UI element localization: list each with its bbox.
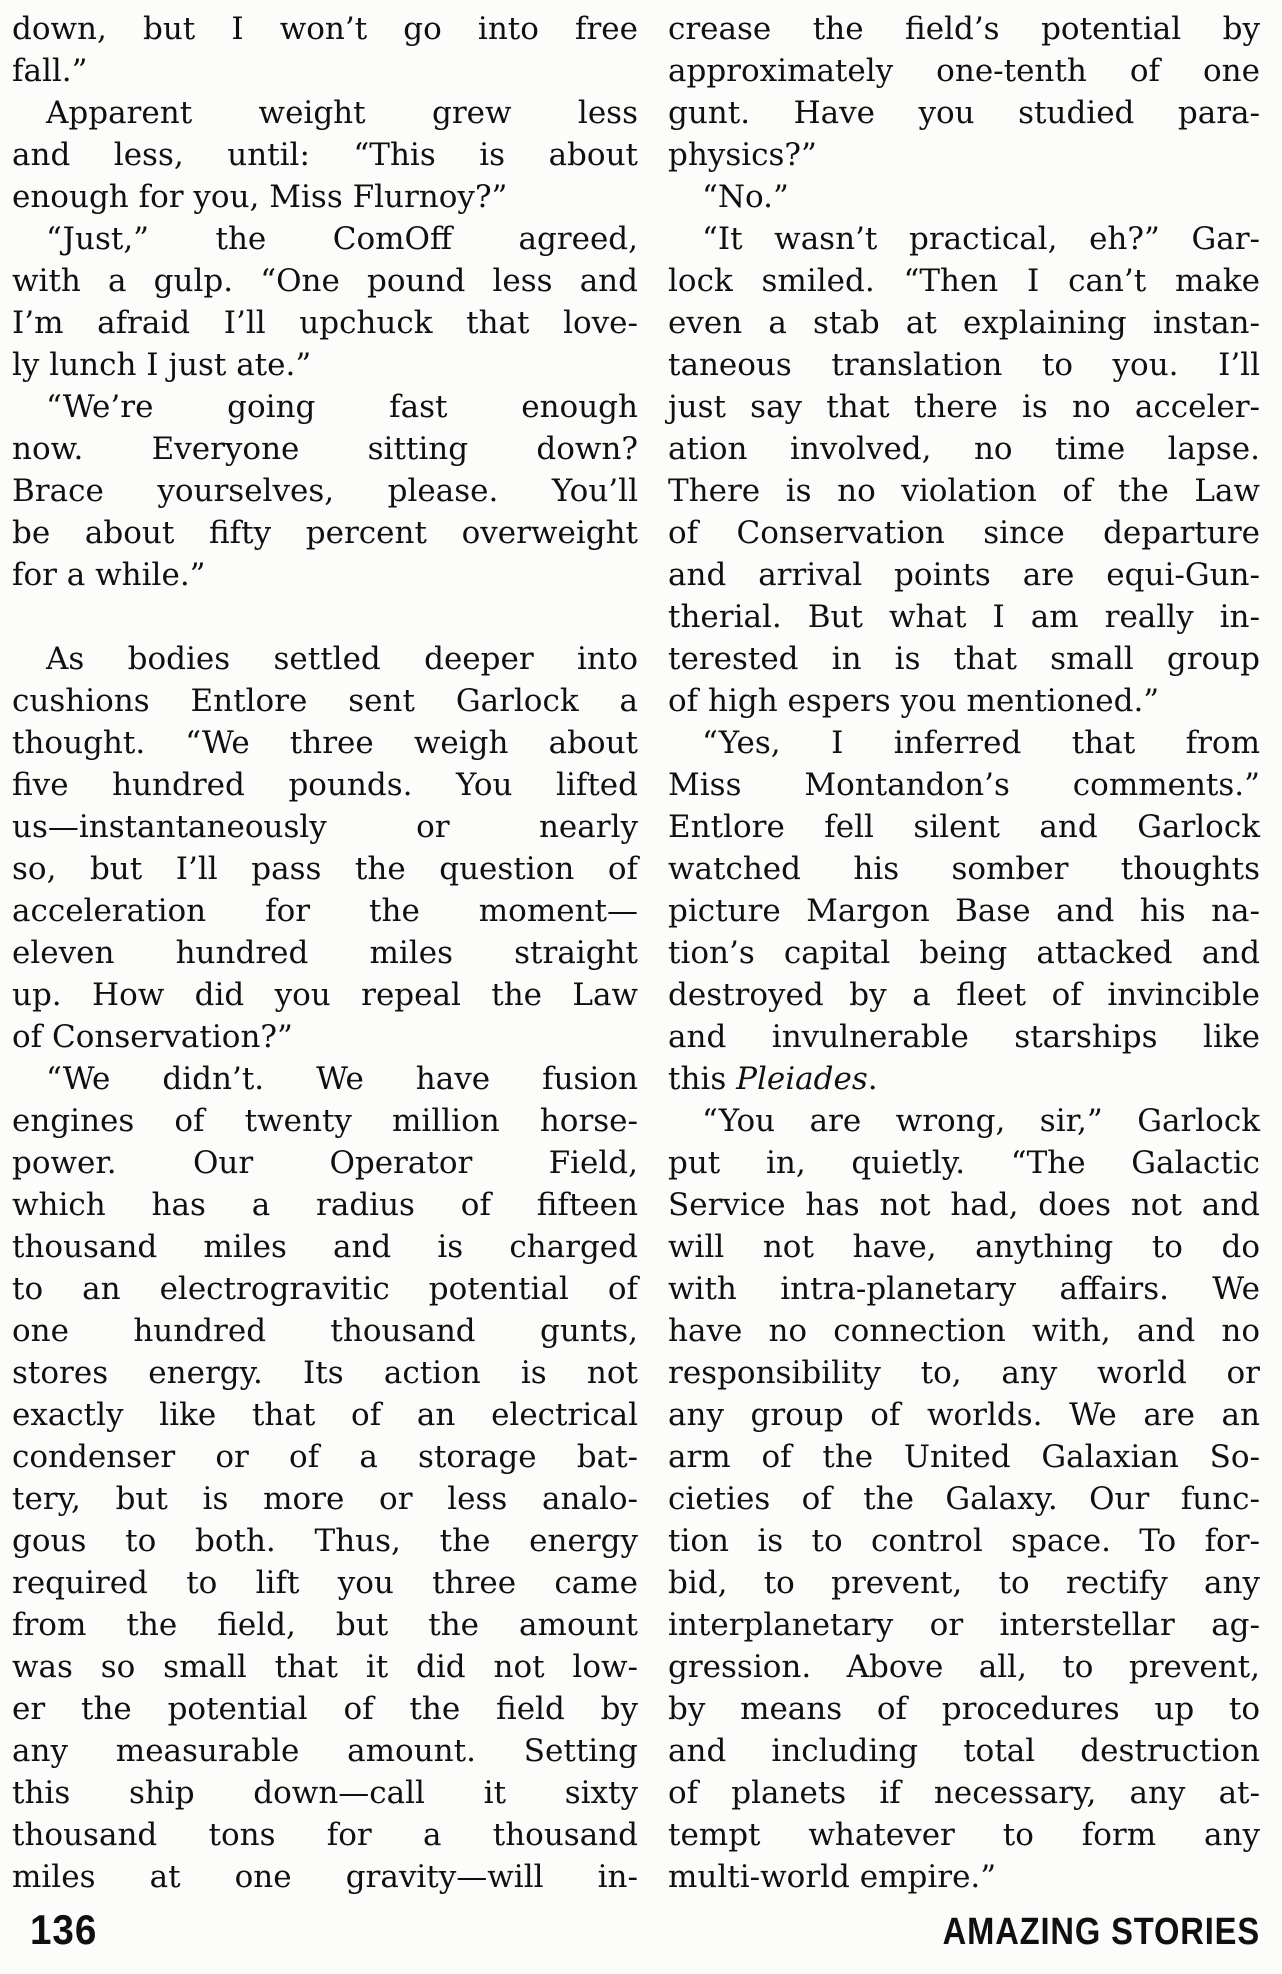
blank-line (12, 596, 638, 638)
text-segment: this (668, 1061, 737, 1097)
text-line: tempt whatever to form any (668, 1817, 1260, 1853)
text-line: lock smiled. “Then I can’t make (668, 263, 1260, 299)
text-line: and less, until: “This is about (12, 137, 638, 173)
text-line: with intra-planetary affairs. We (668, 1271, 1260, 1307)
left-column (12, 8, 638, 1898)
text-line: destroyed by a fleet of invincible (668, 977, 1260, 1013)
text-line: gunt. Have you studied para- (668, 95, 1260, 131)
text-line: us—instantaneously or nearly (12, 809, 638, 845)
text-line: to an electrogravitic potential of (12, 1271, 638, 1307)
text-line: I’m afraid I’ll upchuck that love- (12, 305, 638, 341)
text-line: tion’s capital being attacked and (668, 935, 1260, 971)
text-line: Apparent weight grew less (46, 95, 638, 131)
text-line: down, but I won’t go into free (12, 11, 638, 47)
text-line: picture Margon Base and his na- (668, 893, 1260, 929)
text-line: taneous translation to you. I’ll (668, 347, 1260, 383)
text-line: condenser or of a storage bat- (12, 1439, 638, 1475)
text-line: watched his somber thoughts (668, 851, 1260, 887)
text-line: this ship down—call it sixty (12, 1775, 638, 1811)
text-line: eleven hundred miles straight (12, 935, 638, 971)
text-line: Entlore fell silent and Garlock (668, 809, 1260, 845)
text-line: terested in is that small group (668, 641, 1260, 677)
text-line: will not have, anything to do (668, 1229, 1260, 1265)
text-line: and invulnerable starships like (668, 1019, 1260, 1055)
text-line: up. How did you repeal the Law (12, 977, 638, 1013)
text-line: thought. “We three weigh about (12, 725, 638, 761)
text-line: gression. Above all, to prevent, (668, 1649, 1260, 1685)
text-line: miles at one gravity—will in- (12, 1859, 638, 1895)
text-line: cieties of the Galaxy. Our func- (668, 1481, 1260, 1517)
text-line: multi-world empire.” (668, 1859, 997, 1895)
text-line: bid, to prevent, to rectify any (668, 1565, 1260, 1601)
text-line: “We’re going fast enough (46, 389, 638, 425)
text-line: “It wasn’t practical, eh?” Gar- (702, 221, 1260, 257)
text-line: Service has not had, does not and (668, 1187, 1260, 1223)
text-line: of Conservation since departure (668, 515, 1260, 551)
text-line: Brace yourselves, please. You’ll (12, 473, 638, 509)
text-line: just say that there is no acceler- (668, 389, 1260, 425)
text-line: one hundred thousand gunts, (12, 1313, 638, 1349)
page-footer (30, 1906, 1260, 1956)
text-line: so, but I’ll pass the question of (12, 851, 638, 887)
text-line: therial. But what I am really in- (668, 599, 1260, 635)
page-number: 136 (30, 1906, 98, 1953)
text-line: “You are wrong, sir,” Garlock (702, 1103, 1260, 1139)
text-line: put in, quietly. “The Galactic (668, 1145, 1260, 1181)
text-line: tion is to control space. To for- (668, 1523, 1260, 1559)
text-line: interplanetary or interstellar ag- (668, 1607, 1260, 1643)
text-line: enough for you, Miss Flurnoy?” (12, 179, 508, 215)
text-line: thousand miles and is charged (12, 1229, 638, 1265)
text-line: from the field, but the amount (12, 1607, 638, 1643)
text-line: ly lunch I just ate.” (12, 347, 312, 383)
text-line: “Yes, I inferred that from (702, 725, 1260, 761)
text-line: required to lift you three came (12, 1565, 638, 1601)
text-line: “We didn’t. We have fusion (46, 1061, 638, 1097)
text-line: exactly like that of an electrical (12, 1397, 638, 1433)
text-line: stores energy. Its action is not (12, 1355, 638, 1391)
text-line: cushions Entlore sent Garlock a (12, 683, 638, 719)
text-line: acceleration for the moment— (12, 893, 638, 929)
text-line: of planets if necessary, any at- (668, 1775, 1260, 1811)
text-line: have no connection with, and no (668, 1313, 1260, 1349)
text-line: physics?” (668, 137, 817, 173)
text-line: arm of the United Galaxian So- (668, 1439, 1260, 1475)
magazine-title: AMAZING STORIES (942, 1911, 1260, 1953)
text-line: of Conservation?” (12, 1019, 293, 1055)
text-line: and including total destruction (668, 1733, 1260, 1769)
right-column (668, 8, 1260, 1898)
text-segment: . (867, 1061, 878, 1097)
text-line: Miss Montandon’s comments.” (668, 767, 1260, 803)
text-line: now. Everyone sitting down? (12, 431, 638, 467)
text-line: even a stab at explaining instan- (668, 305, 1260, 341)
text-line: any measurable amount. Setting (12, 1733, 638, 1769)
text-line: As bodies settled deeper into (46, 641, 638, 677)
text-line: which has a radius of fifteen (12, 1187, 638, 1223)
text-line: “Just,” the ComOff agreed, (46, 221, 638, 257)
text-line: five hundred pounds. You lifted (12, 767, 638, 803)
text-line: fall.” (12, 53, 88, 89)
text-line: ation involved, no time lapse. (668, 431, 1260, 467)
text-line: gous to both. Thus, the energy (12, 1523, 638, 1559)
text-line: responsibility to, any world or (668, 1355, 1260, 1391)
text-line: any group of worlds. We are an (668, 1397, 1260, 1433)
text-line: crease the field’s potential by (668, 11, 1260, 47)
italic-text: Pleiades (736, 1061, 868, 1097)
text-line: for a while.” (12, 557, 206, 593)
text-line: thousand tons for a thousand (12, 1817, 638, 1853)
text-line: There is no violation of the Law (668, 473, 1260, 509)
text-line: was so small that it did not low- (12, 1649, 638, 1685)
text-line: of high espers you mentioned.” (668, 683, 1160, 719)
text-line: power. Our Operator Field, (12, 1145, 638, 1181)
text-line: approximately one-tenth of one (668, 53, 1260, 89)
text-line: engines of twenty million horse- (12, 1103, 638, 1139)
text-line: with a gulp. “One pound less and (12, 263, 638, 299)
text-line: “No.” (702, 179, 789, 215)
text-line (668, 1058, 1260, 1100)
text-line: tery, but is more or less analo- (12, 1481, 638, 1517)
text-line: by means of procedures up to (668, 1691, 1260, 1727)
text-line: er the potential of the field by (12, 1691, 638, 1727)
text-line: and arrival points are equi-Gun- (668, 557, 1260, 593)
text-line: be about fifty percent overweight (12, 515, 638, 551)
